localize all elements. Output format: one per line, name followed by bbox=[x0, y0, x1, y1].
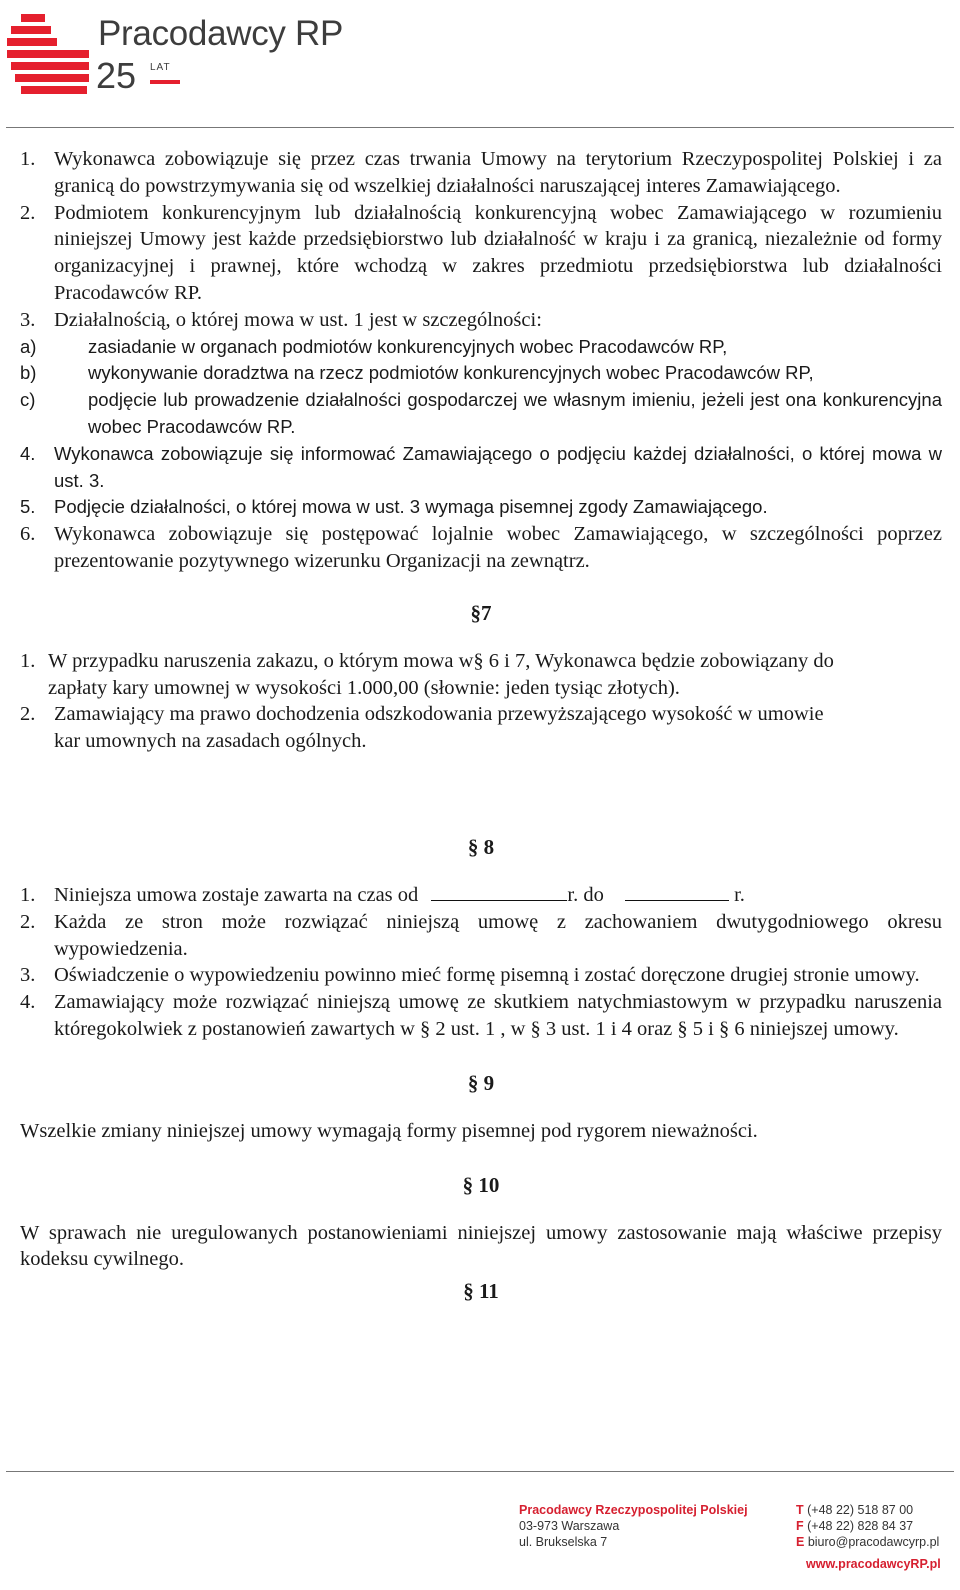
item-number: 4. bbox=[20, 442, 36, 464]
fax-label: F bbox=[796, 1519, 804, 1533]
item-text: podjęcie lub prowadzenie działalności gospodarczej we własnym imieniu, jeżeli jest ona konkurencyjna wobec Pracodawców RP. bbox=[88, 389, 942, 437]
list-item bbox=[20, 989, 942, 1043]
item-letter: c) bbox=[20, 389, 36, 411]
item-number: 1. bbox=[20, 649, 36, 672]
item-text: Zamawiający ma prawo dochodzenia odszkodowania przewyższającego wysokość w umowie kar umownych na zasadach ogólnych. bbox=[54, 703, 824, 753]
footer-postal: 03-973 Warszawa bbox=[519, 1519, 620, 1533]
item-text: r. bbox=[734, 883, 745, 906]
item-number: 1. bbox=[20, 148, 36, 170]
footer-phone bbox=[796, 1503, 913, 1517]
item-text: Wykonawca zobowiązuje się informować Zamawiającego o podjęciu każdej działalności, o której mowa w ust. 3. bbox=[54, 442, 942, 491]
document-body bbox=[20, 146, 942, 1304]
list-item bbox=[20, 701, 942, 755]
section-heading-9: § 9 bbox=[467, 1070, 495, 1095]
list-item bbox=[20, 360, 942, 387]
section-heading-11: § 11 bbox=[463, 1279, 499, 1304]
item-number: 2. bbox=[20, 910, 36, 933]
item-text: wykonywanie doradztwa na rzecz podmiotów konkurencyjnych wobec Pracodawców RP, bbox=[88, 362, 814, 384]
item-text: Wykonawca zobowiązuje się postępować lojalnie wobec Zamawiającego, w szczególności poprzez prezentowanie pozytywnego wizerunku Organizacji na zewnątrz. bbox=[54, 523, 942, 572]
date-to-blank bbox=[625, 884, 729, 901]
item-text: zasiadanie w organach podmiotów konkurencyjnych wobec Pracodawców RP, bbox=[88, 335, 728, 357]
brand-accent-bar bbox=[150, 80, 180, 84]
item-text: Zamawiający może rozwiązać niniejszą umowę ze skutkiem natychmiastowym w przypadku naruszenia któregokolwiek z postanowień zawartych w § 2 ust. 1 , w § 3 ust. 1 i 4 oraz § 5 i § 6 niniejszej umowy. bbox=[54, 991, 942, 1040]
section-heading-7: §7 bbox=[470, 600, 492, 625]
list-item bbox=[20, 882, 942, 909]
list-item bbox=[20, 146, 942, 200]
brand-name: Pracodawcy RP bbox=[98, 14, 344, 53]
brand-lat: LAT bbox=[150, 62, 171, 73]
section-heading-8: § 8 bbox=[467, 834, 495, 859]
item-text: Wykonawca zobowiązuje się przez czas trwania Umowy na terytorium Rzeczypospolitej Polskiej i za granicą do powstrzymywania się od wszelkiej działalności naruszającej interes Zamawiającego. bbox=[54, 148, 942, 197]
email-label: E bbox=[796, 1535, 805, 1549]
item-number: 2. bbox=[20, 703, 36, 726]
item-text: Niniejsza umowa zostaje zawarta na czas od bbox=[54, 883, 419, 906]
phone-value: (+48 22) 518 87 00 bbox=[807, 1503, 914, 1517]
item-letter: a) bbox=[20, 335, 37, 357]
section-10-text: W sprawach nie uregulowanych postanowieniami niniejszej umowy zastosowanie mają właściwe przepisy kodeksu cywilnego. bbox=[20, 1221, 942, 1271]
item-number: 4. bbox=[20, 991, 36, 1014]
list-item bbox=[20, 334, 942, 361]
section-9-text: Wszelkie zmiany niniejszej umowy wymagają formy pisemnej pod rygorem nieważności. bbox=[20, 1119, 758, 1142]
list-item bbox=[20, 494, 942, 521]
page-header bbox=[0, 0, 960, 118]
list-item bbox=[20, 307, 942, 334]
list-item bbox=[20, 962, 942, 989]
list-item bbox=[20, 200, 942, 307]
brand-years: 25 bbox=[96, 55, 137, 96]
item-letter: b) bbox=[20, 362, 37, 384]
item-number: 3. bbox=[20, 308, 36, 331]
footer-email[interactable] bbox=[796, 1535, 939, 1549]
pracodawcy-rp-logo-icon bbox=[7, 14, 91, 96]
item-number: 3. bbox=[20, 964, 36, 987]
item-text: r. do bbox=[567, 883, 604, 906]
list-item bbox=[20, 648, 942, 702]
footer-org-name: Pracodawcy Rzeczypospolitej Polskiej bbox=[519, 1503, 748, 1517]
footer-fax bbox=[796, 1519, 913, 1533]
list-item bbox=[20, 909, 942, 963]
page-footer bbox=[0, 1495, 960, 1590]
footer-divider bbox=[6, 1471, 954, 1472]
item-text: W przypadku naruszenia zakazu, o którym mowa w§ 6 i 7, Wykonawca będzie zobowiązany do zapłaty kary umownej w wysokości 1.000,00 (słownie: jeden tysiąc złotych). bbox=[48, 649, 834, 699]
list-item bbox=[20, 441, 942, 495]
list-item bbox=[20, 521, 942, 575]
list-item bbox=[20, 387, 942, 441]
item-number: 1. bbox=[20, 883, 36, 906]
item-number: 5. bbox=[20, 496, 36, 518]
fax-value: (+48 22) 828 84 37 bbox=[807, 1519, 914, 1533]
item-text: Podjęcie działalności, o której mowa w ust. 3 wymaga pisemnej zgody Zamawiającego. bbox=[54, 496, 768, 518]
footer-street: ul. Brukselska 7 bbox=[519, 1535, 608, 1549]
website-link[interactable]: www.pracodawcyRP.pl bbox=[806, 1557, 941, 1571]
item-text: Każda ze stron może rozwiązać niniejszą umowę z zachowaniem dwutygodniowego okresu wypowiedzenia. bbox=[54, 910, 942, 960]
item-text: Podmiotem konkurencyjnym lub działalnością konkurencyjną wobec Zamawiającego w rozumieniu niniejszej Umowy jest każde przedsiębiorstwo lub działalność w kraju i za granicą, niezależnie od formy organizacyjnej i prawnej, które wchodzą w zakres przedmiotu przedsiębiorstwa lub działalności Pracodawców RP. bbox=[54, 201, 942, 304]
item-number: 6. bbox=[20, 523, 36, 546]
item-number: 2. bbox=[20, 201, 36, 224]
email-link[interactable]: biuro@pracodawcyrp.pl bbox=[807, 1535, 940, 1549]
item-text: Działalnością, o której mowa w ust. 1 jest w szczególności: bbox=[54, 308, 542, 331]
section-heading-10: § 10 bbox=[462, 1172, 500, 1197]
header-divider bbox=[6, 127, 954, 128]
date-from-blank bbox=[431, 884, 567, 901]
item-text: Oświadczenie o wypowiedzeniu powinno mieć formę pisemną i zostać doręczone drugiej stronie umowy. bbox=[54, 964, 920, 987]
phone-label: T bbox=[796, 1503, 804, 1517]
